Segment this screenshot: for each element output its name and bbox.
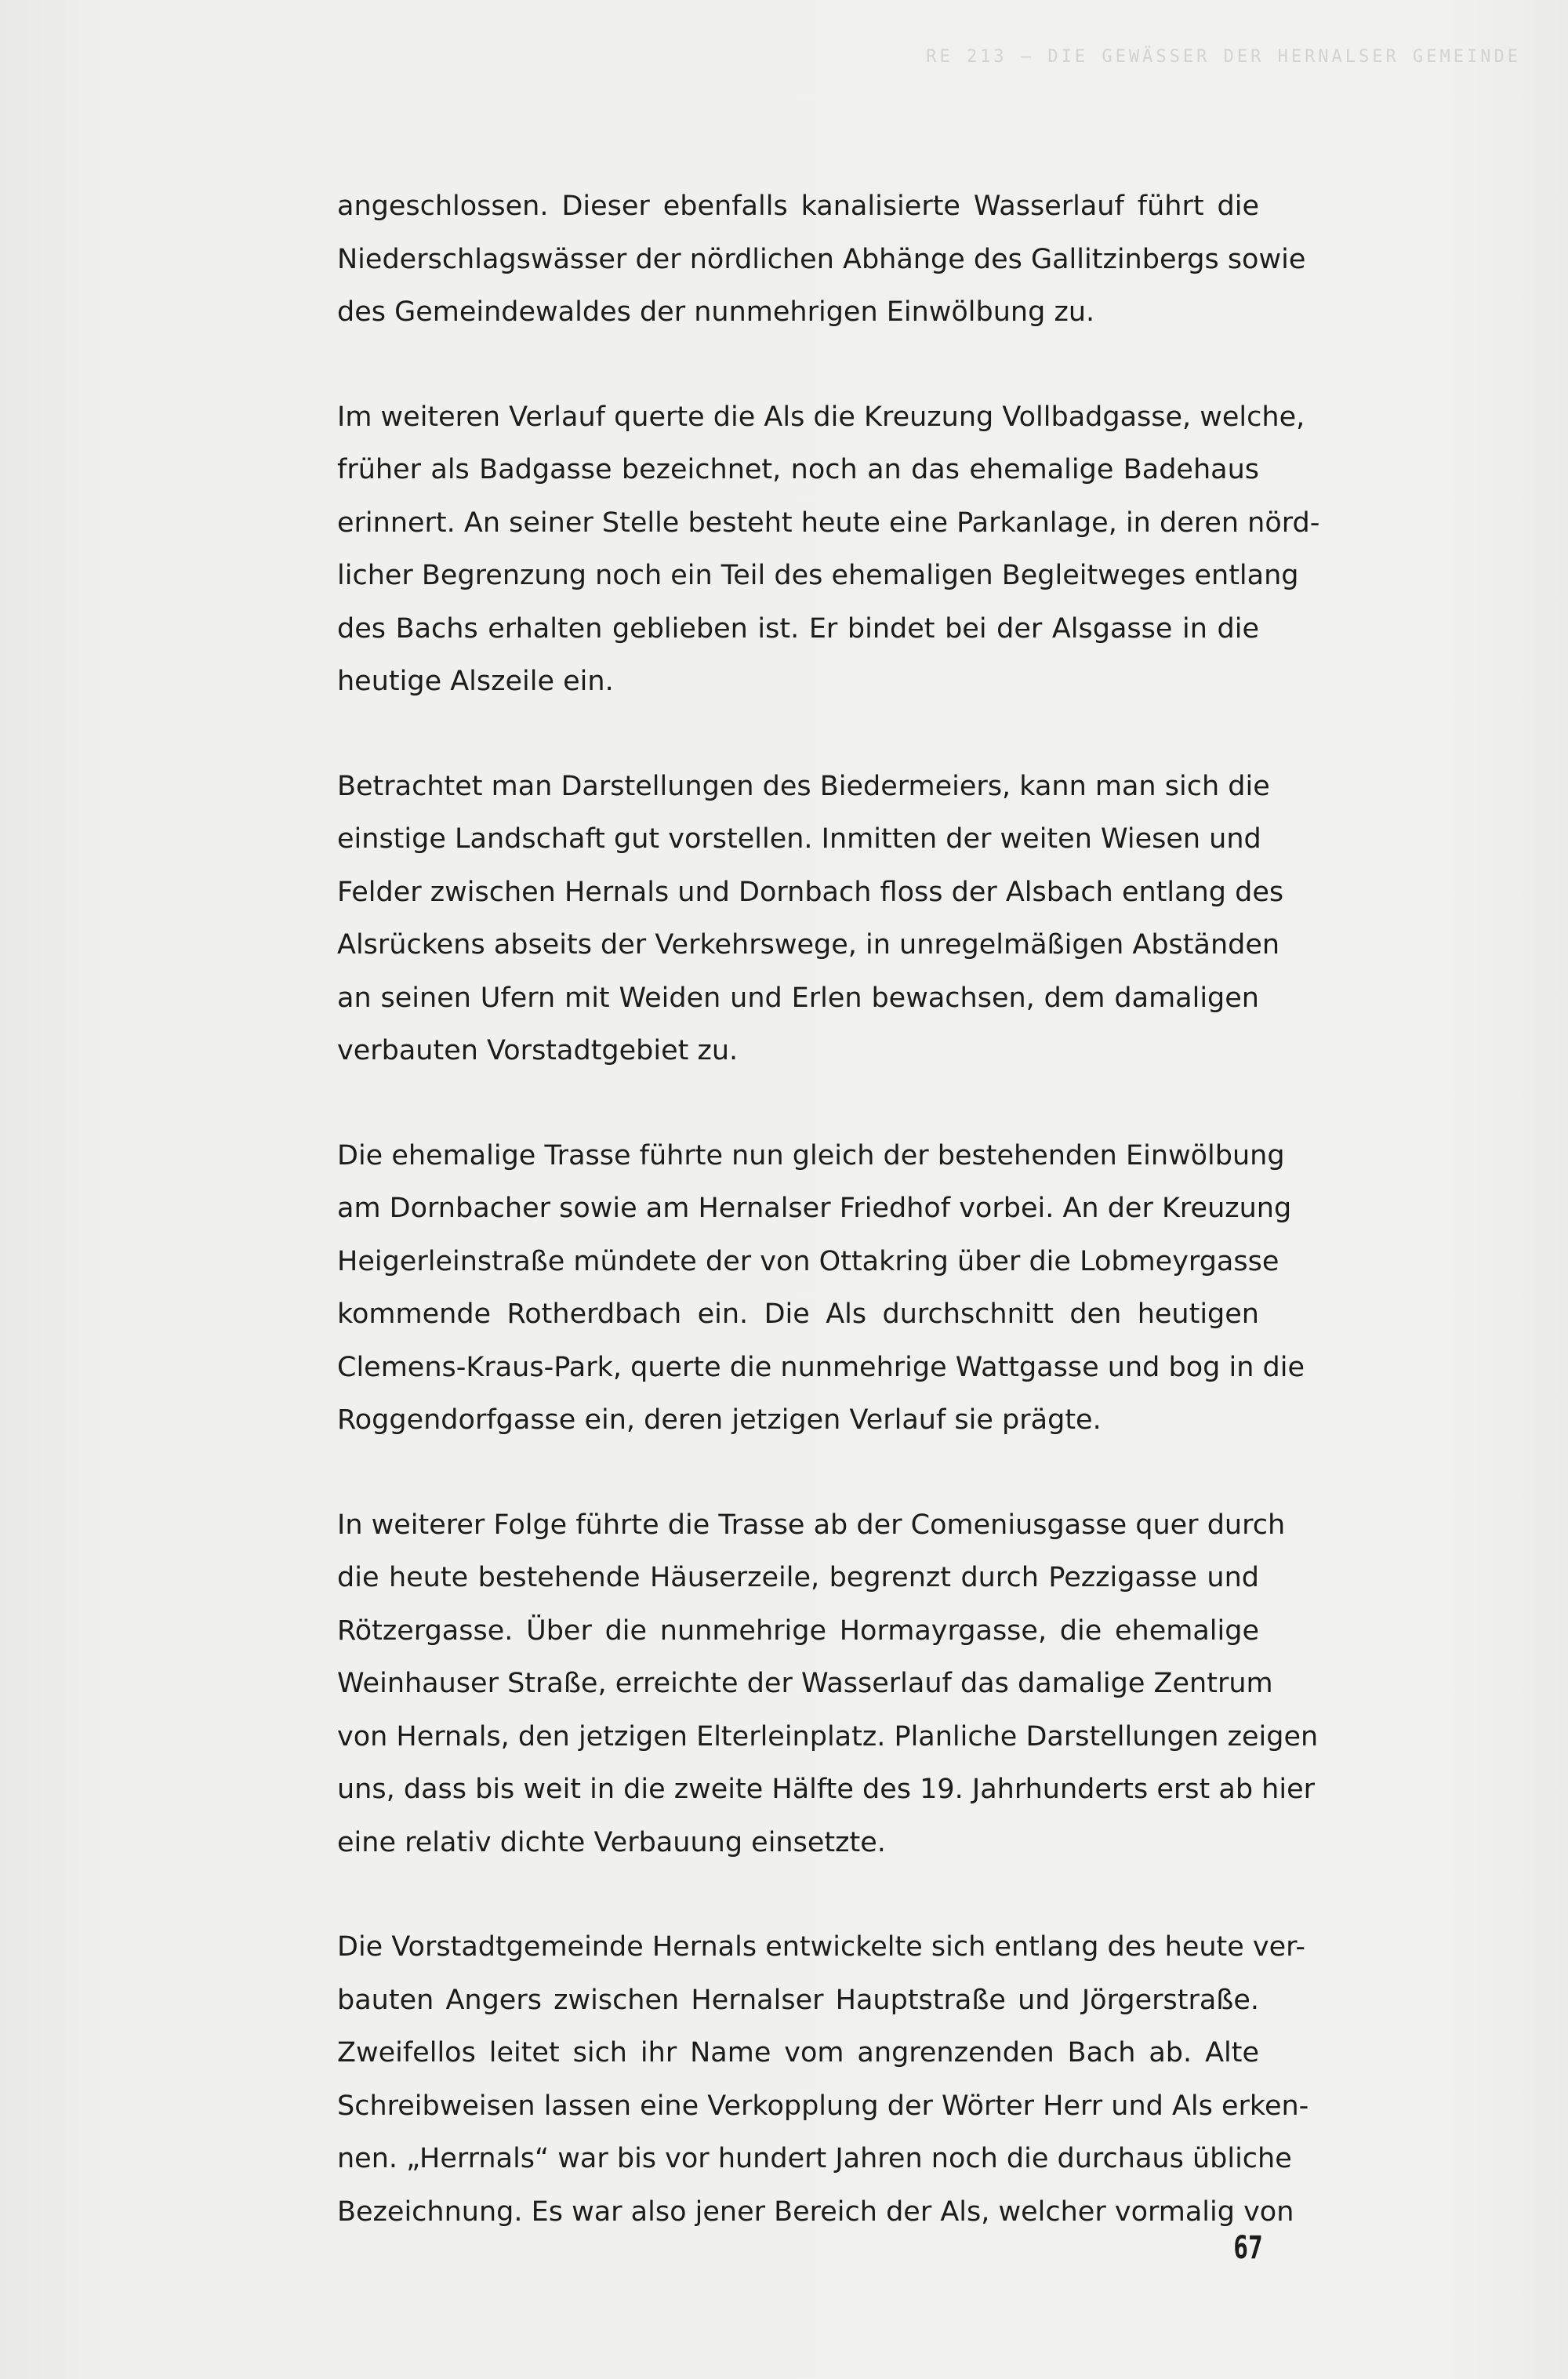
text-line: am Dornbacher sowie am Hernalser Friedhof vorbei. An der Kreuzung xyxy=(337,1193,1292,1224)
text-line: Roggendorfgasse ein, deren jetzigen Verlauf sie prägte. xyxy=(337,1404,1102,1436)
page-number: 67 xyxy=(1233,2230,1263,2266)
text-line: eine relativ dichte Verbauung einsetzte. xyxy=(337,1826,886,1858)
text-line: licher Begrenzung noch ein Teil des ehemaligen Begleitweges entlang xyxy=(337,560,1299,591)
text-line: des Gemeindewaldes der nunmehrigen Einwölbung zu. xyxy=(337,296,1095,328)
text-line: Heigerleinstraße mündete der von Ottakring über die Lobmeyrgasse xyxy=(337,1245,1279,1277)
running-header-bleedthrough: RE 213 – DIE GEWÄSSER DER HERNALSER GEMEINDE xyxy=(926,47,1521,67)
paragraph-5 xyxy=(337,1499,1319,1870)
text-line: Die ehemalige Trasse führte nun gleich der bestehenden Einwölbung xyxy=(337,1139,1285,1171)
text-line: von Hernals, den jetzigen Elterleinplatz. Planliche Darstellungen zeigen xyxy=(337,1720,1319,1752)
body-text xyxy=(337,180,1320,2290)
text-line: Betrachtet man Darstellungen des Biedermeiers, kann man sich die xyxy=(337,770,1270,802)
text-line: angeschlossen. Dieser ebenfalls kanalisierte Wasserlauf führt die xyxy=(337,191,1259,222)
paragraph-4 xyxy=(337,1130,1305,1447)
paragraph-6 xyxy=(337,1921,1309,2239)
text-line: früher als Badgasse bezeichnet, noch an das ehemalige Badehaus xyxy=(337,454,1259,485)
text-line: des Bachs erhalten geblieben ist. Er bindet bei der Alsgasse in die xyxy=(337,612,1259,645)
text-line: Alsrückens abseits der Verkehrswege, in unregelmäßigen Abständen xyxy=(337,929,1280,961)
text-line: verbauten Vorstadtgebiet zu. xyxy=(337,1035,739,1066)
text-line: heutige Alszeile ein. xyxy=(337,666,614,697)
text-line: nen. „Herrnals“ war bis vor hundert Jahren noch die durchaus übliche xyxy=(337,2143,1292,2174)
paragraph-1 xyxy=(337,180,1306,340)
text-line: Die Vorstadtgemeinde Hernals entwickelte sich entlang des heute ver- xyxy=(337,1931,1305,1963)
text-line: Weinhauser Straße, erreichte der Wasserlauf das damalige Zentrum xyxy=(337,1668,1273,1699)
text-line: kommende Rotherdbach ein. Die Als durchschnitt den heutigen xyxy=(337,1298,1259,1330)
text-line: Felder zwischen Hernals und Dornbach floss der Alsbach entlang des xyxy=(337,876,1284,908)
paragraph-2 xyxy=(337,391,1320,709)
text-line: an seinen Ufern mit Weiden und Erlen bewachsen, dem damaligen xyxy=(337,982,1259,1014)
text-line: Schreibweisen lassen eine Verkopplung der Wörter Herr und Als erken- xyxy=(337,2090,1309,2122)
paragraph-3 xyxy=(337,761,1284,1078)
text-line: bauten Angers zwischen Hernalser Hauptstraße und Jörgerstraße. xyxy=(337,1984,1259,2016)
text-line: Niederschlagswässer der nördlichen Abhänge des Gallitzinbergs sowie xyxy=(337,243,1306,275)
text-line: Im weiteren Verlauf querte die Als die Kreuzung Vollbadgasse, welche, xyxy=(337,401,1305,433)
text-line: die heute bestehende Häuserzeile, begrenzt durch Pezzigasse und xyxy=(337,1562,1259,1593)
text-line: Bezeichnung. Es war also jener Bereich der Als, welcher vormalig von xyxy=(337,2196,1294,2228)
text-line: Clemens-Kraus-Park, querte die nunmehrige Wattgasse und bog in die xyxy=(337,1351,1305,1383)
text-line: erinnert. An seiner Stelle besteht heute eine Parkanlage, in deren nörd- xyxy=(337,507,1320,539)
text-line: In weiterer Folge führte die Trasse ab der Comeniusgasse quer durch xyxy=(337,1509,1286,1541)
text-line: uns, dass bis weit in die zweite Hälfte des 19. Jahrhunderts erst ab hier xyxy=(337,1774,1316,1805)
text-line: einstige Landschaft gut vorstellen. Inmitten der weiten Wiesen und xyxy=(337,823,1261,855)
text-line: Zweifellos leitet sich ihr Name vom angrenzenden Bach ab. Alte xyxy=(337,2037,1259,2068)
text-line: Rötzergasse. Über die nunmehrige Hormayrgasse, die ehemalige xyxy=(337,1614,1259,1647)
